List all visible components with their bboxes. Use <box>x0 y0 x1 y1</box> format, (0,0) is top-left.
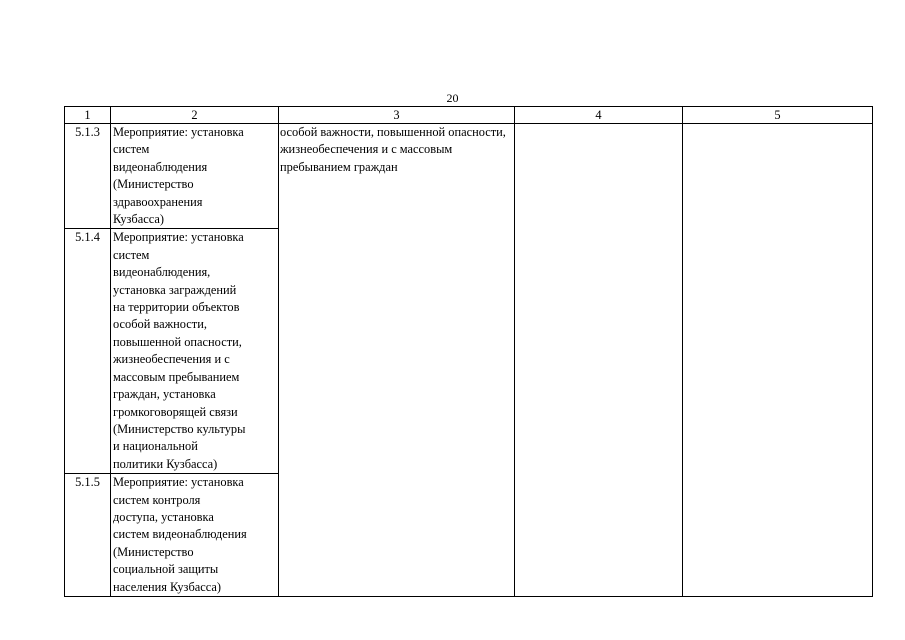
object-category-text: особой важности, повышенной опасности, жизнеобеспечения и с массовым пребыванием граждан <box>280 125 506 174</box>
description-line: Кузбасса) <box>113 212 165 227</box>
description-line: социальной защиты <box>113 562 219 577</box>
description-line: граждан, установка <box>113 387 216 402</box>
description-line: видеонаблюдения, <box>113 265 211 280</box>
description-line: Мероприятие: установка <box>113 230 244 245</box>
description-line: громкоговорящей связи <box>113 404 238 419</box>
column-header-4: 4 <box>515 107 683 124</box>
row-number: 5.1.5 <box>65 474 111 597</box>
description-line: систем <box>113 247 150 262</box>
column-header-5: 5 <box>683 107 873 124</box>
measure-description <box>111 474 279 597</box>
description-line: здравоохранения <box>113 194 203 209</box>
description-line: (Министерство <box>113 544 194 559</box>
description-line: видеонаблюдения <box>113 159 208 174</box>
description-line: Мероприятие: установка <box>113 475 244 490</box>
description-line: доступа, установка <box>113 509 214 524</box>
description-line: (Министерство культуры <box>113 421 246 436</box>
table-header-row <box>65 107 873 124</box>
column-header-3: 3 <box>279 107 515 124</box>
column-header-1: 1 <box>65 107 111 124</box>
page-number: 20 <box>446 91 459 105</box>
description-line: (Министерство <box>113 177 194 192</box>
measures-table <box>64 106 873 597</box>
column-header-2: 2 <box>111 107 279 124</box>
row-number: 5.1.3 <box>65 124 111 229</box>
measure-description <box>111 229 279 474</box>
column-4-cell <box>515 124 683 597</box>
description-line: особой важности, <box>113 317 207 332</box>
description-line: населения Кузбасса) <box>113 579 222 594</box>
measure-description <box>111 124 279 229</box>
description-line: на территории объектов <box>113 300 240 315</box>
description-line: систем контроля <box>113 492 201 507</box>
description-line: повышенной опасности, <box>113 334 242 349</box>
description-line: жизнеобеспечения и с <box>113 352 230 367</box>
description-line: Мероприятие: установка <box>113 125 244 139</box>
description-line: систем <box>113 142 150 157</box>
description-line: массовым пребыванием <box>113 369 240 384</box>
description-line: установка заграждений <box>113 282 237 297</box>
description-line: политики Кузбасса) <box>113 456 218 471</box>
column-5-cell <box>683 124 873 597</box>
object-category-cell <box>279 124 515 597</box>
description-line: и национальной <box>113 439 198 454</box>
description-line: систем видеонаблюдения <box>113 527 247 542</box>
row-number: 5.1.4 <box>65 229 111 474</box>
table-row <box>65 124 873 229</box>
